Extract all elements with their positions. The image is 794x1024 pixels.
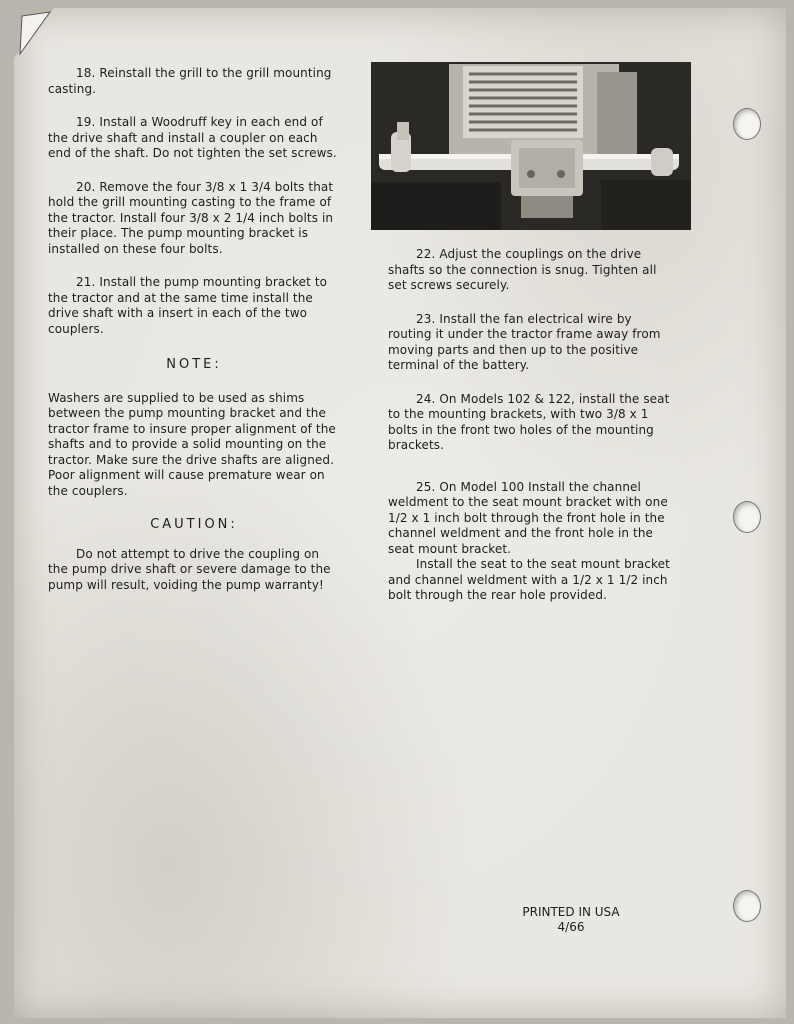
print-date: 4/66 (557, 920, 585, 934)
caution-text: Do not attempt to drive the coupling on the pump drive shaft or severe damage to the pump will result, voiding the pump warranty! (48, 546, 331, 592)
step-25: 25. On Model 100 Install the channel weldment to the seat mount bracket with one 1/2 x 1 inch bolt through the front hole in the channel weldment and the front hole in the seat mount bracket. (388, 479, 668, 556)
binder-hole-bottom (733, 890, 761, 922)
step-19: 19. Install a Woodruff key in each end of the drive shaft and install a coupler on each end of the shaft. Do not tighten the set screws. (48, 115, 337, 160)
binder-hole-middle (733, 501, 761, 533)
step-22: 22. Adjust the couplings on the drive shafts so the connection is snug. Tighten all set screws securely. (388, 247, 657, 292)
step-18: 18. Reinstall the grill to the grill mounting casting. (48, 66, 332, 96)
note-heading: NOTE: (166, 357, 222, 372)
step-24: 24. On Models 102 & 122, install the seat to the mounting brackets, with two 3/8 x 1 bolts in the front two holes of the mounting brackets. (388, 391, 670, 452)
step-20: 20. Remove the four 3/8 x 1 3/4 bolts that hold the grill mounting casting to the frame of the tractor. Install four 3/8 x 2 1/4 inch bolts in their place. The pump mounting bracket is installed on these four bolts. (48, 179, 334, 256)
right-column (388, 247, 678, 622)
printed-in-usa: PRINTED IN USA (522, 905, 620, 919)
binder-hole-top (733, 108, 761, 140)
left-column (48, 66, 340, 611)
note-text: Washers are supplied to be used as shims between the pump mounting bracket and the tractor frame to insure proper alignment of the shafts and to provide a solid mounting on the tractor. Make sure the drive shafts are aligned. Poor alignment will cause premature wear on the couplers. (48, 390, 336, 498)
print-footer (506, 905, 636, 935)
folded-corner (14, 8, 54, 58)
tractor-photo-image (371, 62, 691, 230)
step-21: 21. Install the pump mounting bracket to the tractor and at the same time install the drive shaft with a insert in each of the two couplers. (48, 275, 328, 336)
step-23: 23. Install the fan electrical wire by routing it under the tractor frame away from moving parts and then up to the positive terminal of the battery. (388, 311, 661, 372)
step-25-continued: Install the seat to the seat mount bracket and channel weldment with a 1/2 x 1 1/2 inch bolt through the rear hole provided. (388, 557, 670, 602)
caution-heading: CAUTION: (150, 517, 238, 532)
tractor-photo (371, 62, 691, 230)
